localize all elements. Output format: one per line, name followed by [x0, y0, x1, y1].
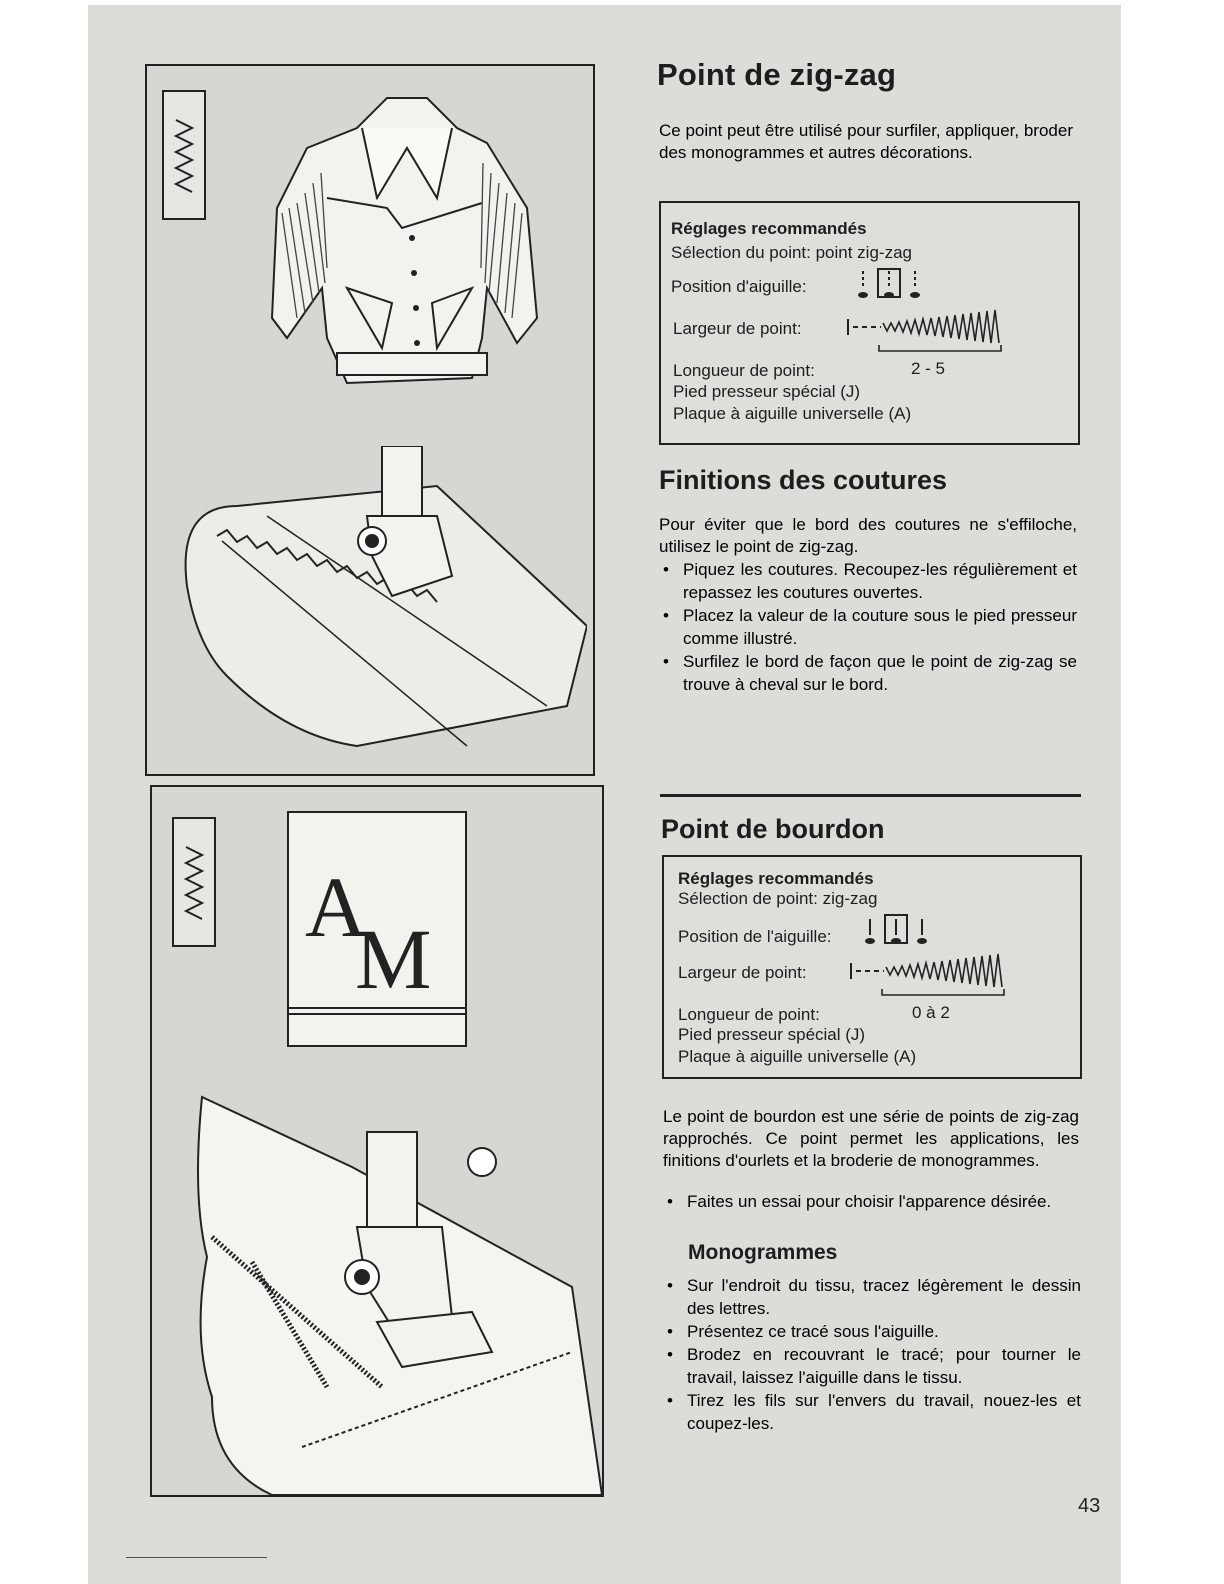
monogram-letter-m: M [355, 911, 432, 1007]
list-item: • Piquez les coutures. Recoupez-les régulièrement et repassez les coutures ouvertes. [659, 558, 1077, 604]
needle-position-icon [857, 267, 923, 303]
monogram-subheading: Monogrammes [688, 1241, 838, 1264]
zigzag-title: Point de zig-zag [657, 57, 897, 92]
stitch-selection: Sélection du point: point zig-zag [671, 243, 912, 262]
stitch-length-value: 0 à 2 [912, 1003, 950, 1022]
presser-foot: Pied presseur spécial (J) [673, 382, 861, 401]
list-item: • Surfilez le bord de façon que le point de zig-zag se trouve à cheval sur le bord. [659, 650, 1077, 696]
stitch-width-label: Largeur de point: [678, 963, 807, 982]
seam-finish-title: Finitions des coutures [659, 465, 948, 495]
seam-finish-list [659, 558, 1077, 696]
list-item: • Placez la valeur de la couture sous le pied presseur comme illustré. [659, 604, 1077, 650]
link-underline[interactable] [126, 1557, 267, 1558]
settings-heading: Réglages recommandés [678, 869, 874, 888]
list-item: • Faites un essai pour choisir l'apparence désirée. [663, 1190, 1079, 1213]
monogram-sewing-illustration [152, 1087, 602, 1495]
stitch-width-icon [845, 307, 1005, 353]
satin-stitch-title: Point de bourdon [661, 814, 885, 844]
stitch-length-value: 2 - 5 [911, 359, 946, 378]
needle-plate: Plaque à aiguille universelle (A) [673, 404, 912, 423]
satin-stitch-body: Le point de bourdon est une série de points de zig-zag rapprochés. Ce point permet les applications, les finitions d'ourlets et la broderie de monogrammes. [663, 1107, 1079, 1170]
monogram-letter-a: A [305, 859, 368, 955]
needle-plate: Plaque à aiguille universelle (A) [678, 1047, 917, 1066]
satin-stitch-list [663, 1190, 1079, 1213]
seam-finish-intro: Pour éviter que le bord des coutures ne s'effiloche, utilisez le point de zig-zag. [659, 515, 1077, 556]
zigzag-stitch-icon [162, 90, 206, 220]
stitch-length-label: Longueur de point: [673, 361, 815, 380]
stitch-width-label: Largeur de point: [673, 319, 802, 338]
stitch-width-icon [848, 951, 1008, 997]
satin-stitch-illustration-panel [150, 785, 604, 1497]
section-divider [660, 794, 1081, 797]
list-item: • Présentez ce tracé sous l'aiguille. [663, 1320, 1081, 1343]
monogram-towel [287, 811, 467, 1047]
satin-stitch-icon [172, 817, 216, 947]
needle-position-icon [864, 913, 930, 949]
monogram-list [663, 1274, 1081, 1435]
zigzag-settings-box [659, 201, 1080, 445]
zigzag-intro: Ce point peut être utilisé pour surfiler, appliquer, broder des monogrammes et autres décorations. [659, 121, 1073, 162]
list-item: • Tirez les fils sur l'envers du travail, nouez-les et coupez-les. [663, 1389, 1081, 1435]
list-item: • Brodez en recouvrant le tracé; pour tourner le travail, laissez l'aiguille dans le tissu. [663, 1343, 1081, 1389]
settings-heading: Réglages recommandés [671, 219, 867, 238]
list-item: • Sur l'endroit du tissu, tracez légèrement le dessin des lettres. [663, 1274, 1081, 1320]
satin-settings-box [662, 855, 1082, 1079]
needle-position-label: Position d'aiguille: [671, 277, 807, 296]
needle-position-label: Position de l'aiguille: [678, 927, 832, 946]
stitch-selection: Sélection de point: zig-zag [678, 889, 878, 908]
stitch-length-label: Longueur de point: [678, 1005, 820, 1024]
page-number: 43 [1078, 1495, 1101, 1517]
presser-foot: Pied presseur spécial (J) [678, 1025, 866, 1044]
seam-finish-illustration [167, 446, 587, 756]
jacket-illustration [227, 88, 557, 388]
zigzag-illustration-panel [145, 64, 595, 776]
